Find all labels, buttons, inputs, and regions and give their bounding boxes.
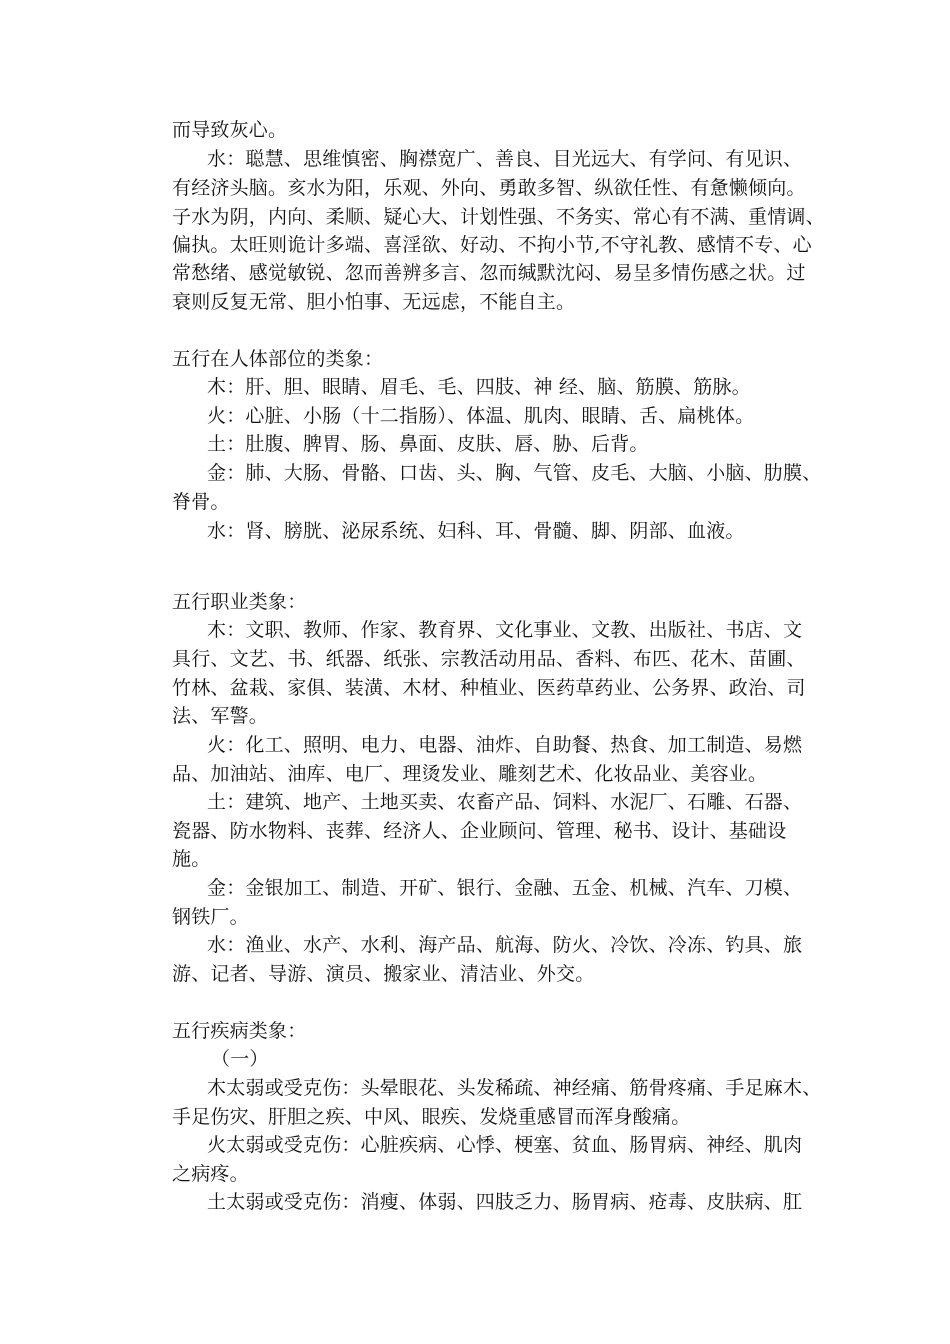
section-heading: 五行职业类象：	[172, 591, 307, 613]
section-heading: 五行疾病类象：	[172, 1020, 307, 1042]
text-line: 水：聪慧、思维慎密、胸襟宽广、善良、目光远大、有学问、有见识、	[207, 148, 803, 170]
text-line: 钢铁厂。	[172, 906, 249, 928]
text-line: 火：心脏、小肠（十二指肠）、体温、肌肉、眼睛、舌、扁桃体。	[207, 405, 755, 427]
text-line: 金：金银加工、制造、开矿、银行、金融、五金、机械、汽车、刀模、	[207, 877, 803, 899]
text-line: 木：文职、教师、作家、教育界、文化事业、文教、出版社、书店、文	[207, 619, 803, 641]
text-line: 木：肝、胆、眼睛、眉毛、毛、四肢、神 经、脑、筋膜、筋脉。	[207, 376, 751, 398]
text-line: 具行、文艺、书、纸器、纸张、宗教活动用品、香料、布匹、花木、苗圃、	[172, 648, 806, 670]
text-line: 土太弱或受克伤：消瘦、体弱、四肢乏力、肠胃病、疮毒、皮肤病、肛	[207, 1191, 803, 1213]
text-line: 竹林、盆栽、家俱、装潢、木材、种植业、医药草药业、公务界、政治、司	[172, 677, 806, 699]
section-heading: 五行在人体部位的类象：	[172, 348, 384, 370]
text-line: 而导致灰心。	[172, 119, 288, 141]
text-line: 木太弱或受克伤：头晕眼花、头发稀疏、神经痛、筋骨疼痛、手足麻木、	[207, 1077, 822, 1099]
subsection-label: （一）	[211, 1048, 269, 1070]
text-line: 土：建筑、地产、土地买卖、农畜产品、饲料、水泥厂、石雕、石器、	[207, 791, 803, 813]
text-line: 土：肚腹、脾胃、肠、鼻面、皮肤、唇、胁、后背。	[207, 433, 649, 455]
text-line: 手足伤灾、肝胆之疾、中风、眼疾、发烧重感冒而浑身酸痛。	[172, 1106, 691, 1128]
text-line: 金：肺、大肠、骨骼、口齿、头、胸、气管、皮毛、大脑、小脑、肋膜、	[207, 462, 822, 484]
text-line: 火：化工、照明、电力、电器、油炸、自助餐、热食、加工制造、易燃	[207, 734, 803, 756]
text-line: 偏执。太旺则诡计多端、喜淫欲、好动、不拘小节,不守礼教、感情不专、心	[172, 234, 812, 256]
text-line: 品、加油站、油库、电厂、理烫发业、雕刻艺术、化妆品业、美容业。	[172, 763, 768, 785]
text-line: 之病疼。	[172, 1163, 249, 1185]
text-line: 瓷器、防水物料、丧葬、经济人、企业顾问、管理、秘书、设计、基础设	[172, 820, 787, 842]
text-line: 火太弱或受克伤：心脏疾病、心悸、梗塞、贫血、肠胃病、神经、肌肉	[207, 1134, 803, 1156]
text-line: 有经济头脑。亥水为阳，乐观、外向、勇敢多智、纵欲任性、有惫懒倾向。	[172, 177, 806, 199]
text-line: 水：渔业、水产、水利、海产品、航海、防火、冷饮、冷冻、钓具、旅	[207, 934, 803, 956]
text-line: 施。	[172, 848, 211, 870]
text-line: 常愁绪、感觉敏锐、忽而善辨多言、忽而缄默沈闷、易呈多情伤感之状。过	[172, 262, 806, 284]
text-line: 法、军警。	[172, 705, 269, 727]
text-line: 衰则反复无常、胆小怕事、无远虑，不能自主。	[172, 291, 576, 313]
text-line: 子水为阴，内向、柔顺、疑心大、计划性强、不务实、常心有不满、重情调、	[172, 206, 825, 228]
text-line: 水：肾、膀胱、泌尿系统、妇科、耳、骨髓、脚、阴部、血液。	[207, 520, 745, 542]
text-line: 脊骨。	[172, 491, 230, 513]
text-line: 游、记者、导游、演员、搬家业、清洁业、外交。	[172, 963, 595, 985]
